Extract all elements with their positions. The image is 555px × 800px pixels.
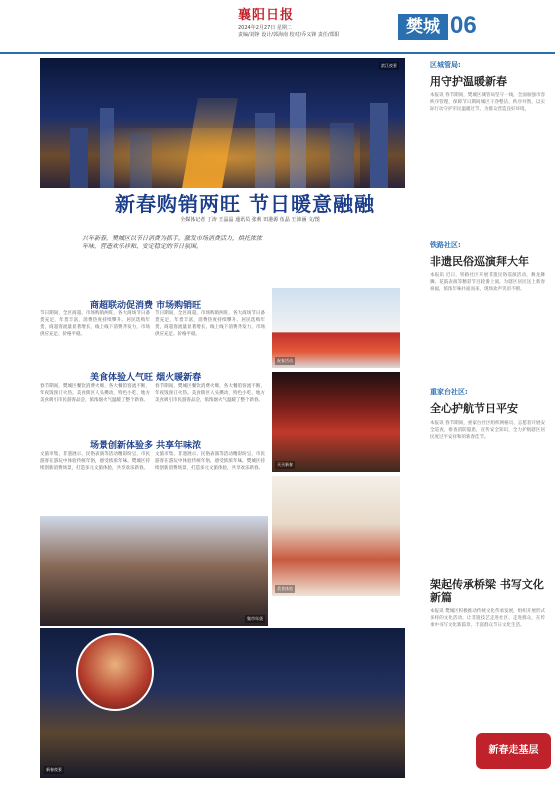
body-text-3b: 文旅市集、非遗展示、民俗表演等活动精彩纷呈，市民游客在游玩中体验传统年俗，感受浓浓年味。樊城区持续创新消费场景，打造多元文旅体验，共享欢乐新春。 <box>155 452 265 471</box>
food-experience-photo: 美食体验 <box>272 476 400 596</box>
lede-paragraph: 兴年新春，樊城区以节日消费为抓手，激发市场消费活力，烘托浓浓年味，营造欢乐祥和、安定稳定的节日氛围。 <box>82 235 263 250</box>
dateline: 2024年2月27日 星期二 <box>238 25 292 31</box>
body-text-1b: 节日期间，全区商超、市场购销两旺，各大商场节日备货充足，年货丰富，消费热度持续攀升。居民选购年货，商超客流量显著增长，线上线下消费齐发力，市场供应充足、价格平稳。 <box>155 311 265 337</box>
new-year-column-seal: 新春走基层 <box>476 733 551 769</box>
subheading-3: 场景创新体验多 共享年味浓 <box>90 441 202 451</box>
body-text-2: 春节期间，樊城区餐饮消费火爆，各大餐馆客流不断，年夜饭预订火热。美食街区人头攒动，特色小吃、地方美食吸引市民游客品尝，浓浓烟火气温暖了整个新春。 <box>40 384 150 403</box>
subheading-2: 美食体验人气旺 烟火暖新春 <box>90 373 202 383</box>
sidebar-title: 非遗民俗巡演拜大年 <box>430 255 529 268</box>
spring-festival-display-photo: 祝春活动 <box>272 288 400 368</box>
sidebar-category: 重家台社区: <box>430 388 468 396</box>
body-text-3: 文旅市集、非遗展示、民俗表演等活动精彩纷呈，市民游客在游玩中体验传统年俗，感受浓浓年味。樊城区持续创新消费场景，打造多元文旅体验，共享欢乐新春。 <box>40 452 150 471</box>
body-text-1: 节日期间，全区商超、市场购销两旺，各大商场节日备货充足，年货丰富，消费热度持续攀升。居民选购年货，商超客流量显著增长，线上线下消费齐发力，市场供应充足、价格平稳。 <box>40 311 150 337</box>
sidebar-text: 本报讯 近日，铁路社区开展非遗民俗巡演活动，舞龙舞狮、花鼓表演等精彩节目轮番上演，为辖区居民送上新春祝福，浓浓年味扑面而来，现场欢声笑语不断。 <box>430 273 545 292</box>
headline: 新春购销两旺 节日暖意融融 <box>115 192 375 216</box>
page-number: 06 <box>450 12 477 39</box>
sidebar-category: 铁路社区: <box>430 241 461 249</box>
hero-night-city-photo <box>40 58 405 188</box>
sidebar-title: 架起传承桥梁 书写文化新篇 <box>430 578 544 604</box>
masthead: 襄阳日报 <box>238 8 295 23</box>
photo-caption: 滨江夜景 <box>381 63 397 68</box>
market-shoppers-photo: 集市年货 <box>40 516 268 626</box>
page-header <box>0 0 555 54</box>
editor-credits: 责编/刘铮 设计/郭海南 校对/乔义锋 责任/郑阳 <box>238 32 340 38</box>
lion-dance-performer-photo <box>76 633 154 711</box>
shopping-crowd-photo: 买买新春 <box>272 372 400 472</box>
subheading-1: 商超联动促消费 市场购销旺 <box>90 301 202 311</box>
main-story <box>40 58 405 800</box>
body-text-2b: 春节期间，樊城区餐饮消费火爆，各大餐馆客流不断，年夜饭预订火热。美食街区人头攒动，特色小吃、地方美食吸引市民游客品尝，浓浓烟火气温暖了整个新春。 <box>155 384 265 403</box>
sidebar-text: 本报讯 春节期间，重家台社区组织网格员、志愿者开展安全巡查，排查消防隐患，宣传安全知识，全力护航辖区居民度过平安祥和的新春佳节。 <box>430 421 545 440</box>
sidebar-category: 区城管局: <box>430 61 461 69</box>
city-night-panorama: 新春夜景 <box>40 628 405 778</box>
section-badge: 樊城 <box>398 14 448 40</box>
sidebar-title: 用守护温暖新春 <box>430 75 507 88</box>
sidebar-text: 本报讯 樊城区积极推动传统文化传承发展，组织开展形式多样的文化活动，让非遗技艺走进社区、走进群众，在传承中书写文化新篇章，丰富群众节日文化生活。 <box>430 609 545 628</box>
reporter-byline: 全媒体记者 丁涛 王晶晶 通讯员 张莉 田港源 伍晶 王沛涵 文/图 <box>180 217 320 223</box>
sidebar-text: 本报讯 春节期间，樊城区城管局坚守一线，全面加强市容秩序管理，保障节日期间城区干净整洁、秩序井然，以实际行动守护市民温暖过节，为群众营造良好环境。 <box>430 93 545 112</box>
sidebar-title: 全心护航节日平安 <box>430 402 518 415</box>
